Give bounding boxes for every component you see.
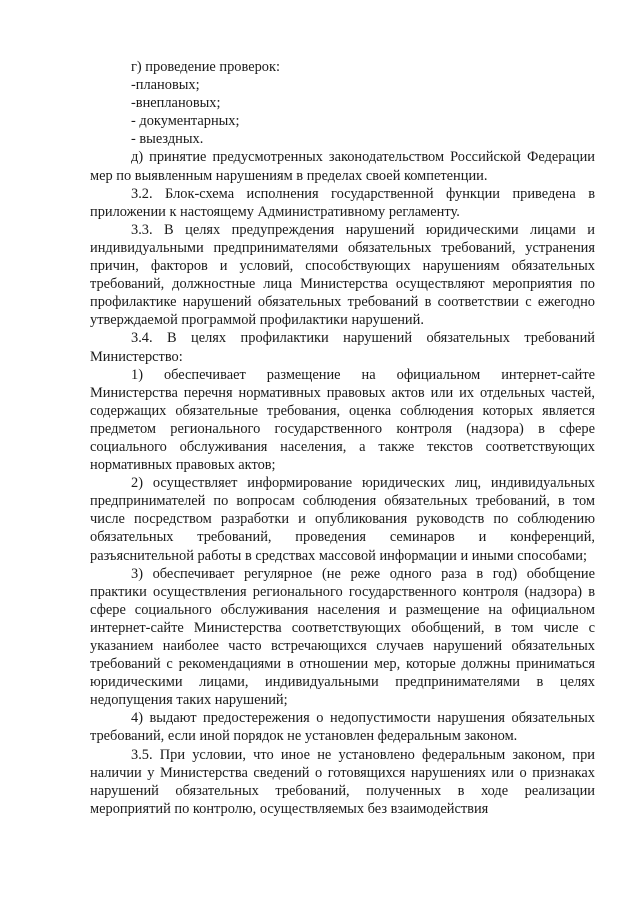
item-g-list-item: - документарных; <box>131 113 240 130</box>
paragraph-3-4-2: 2) осуществляет информирование юридических лиц, индивидуальных предпринимателей по вопросам соблюдения обязательных требований, в том числе посредством разработки и опубликования руководств по соблюдению обязательных требований, проведения семинаров и конференций, разъяснительной работы в средствах массовой информации и иными способами; <box>90 475 595 564</box>
item-g-list-item: -внеплановых; <box>131 95 221 112</box>
item-g-list-item: - выездных. <box>131 131 204 148</box>
paragraph-3-4-3: 3) обеспечивает регулярное (не реже одного раза в год) обобщение практики осуществления регионального государственного контроля (надзора) в сфере социального обслуживания населения и размещение на официальном интернет-сайте Министерства соответствующих обобщений, в том числе с указанием наиболее часто встречающихся случаев нарушений обязательных требований с рекомендациями в отношении мер, которые должны приниматься юридическими лицами, индивидуальными предпринимателями в целях недопущения таких нарушений; <box>90 565 595 709</box>
item-g-list-item: -плановых; <box>131 77 200 94</box>
paragraph-3-4-4: 4) выдают предостережения о недопустимости нарушения обязательных требований, если иной порядок не установлен федеральным законом. <box>90 710 595 745</box>
paragraph-3-3: 3.3. В целях предупреждения нарушений юридическими лицами и индивидуальными предпринимателями обязательных требований, устранения причин, факторов и условий, способствующих нарушениям обязательных требований, должностные лица Министерства осуществляют мероприятия по профилактике нарушений обязательных требований в соответствии с ежегодно утверждаемой программой профилактики нарушений. <box>90 221 595 329</box>
item-d-paragraph: д) принятие предусмотренных законодательством Российской Федерации мер по выявленным нарушениям в пределах своей компетенции. <box>90 149 595 184</box>
paragraph-3-4-1: 1) обеспечивает размещение на официальном интернет-сайте Министерства перечня нормативных правовых актов или их отдельных частей, содержащих обязательные требования, оценка соблюдения которых является предметом регионального государственного контроля (надзора) в сфере социального обслуживания населения, а также текстов соответствующих нормативных правовых актов; <box>90 366 595 474</box>
item-g-intro: г) проведение проверок: <box>131 59 280 75</box>
document-page <box>90 58 595 818</box>
paragraph-3-2: 3.2. Блок-схема исполнения государственной функции приведена в приложении к настоящему Административному регламенту. <box>90 185 595 220</box>
paragraph-3-5: 3.5. При условии, что иное не установлено федеральным законом, при наличии у Министерства сведений о готовящихся нарушениях или о признаках нарушений обязательных требований, полученных в ходе реализации мероприятий по контролю, осуществляемых без взаимодействия <box>90 746 595 817</box>
paragraph-3-4: 3.4. В целях профилактики нарушений обязательных требований Министерство: <box>90 330 595 365</box>
